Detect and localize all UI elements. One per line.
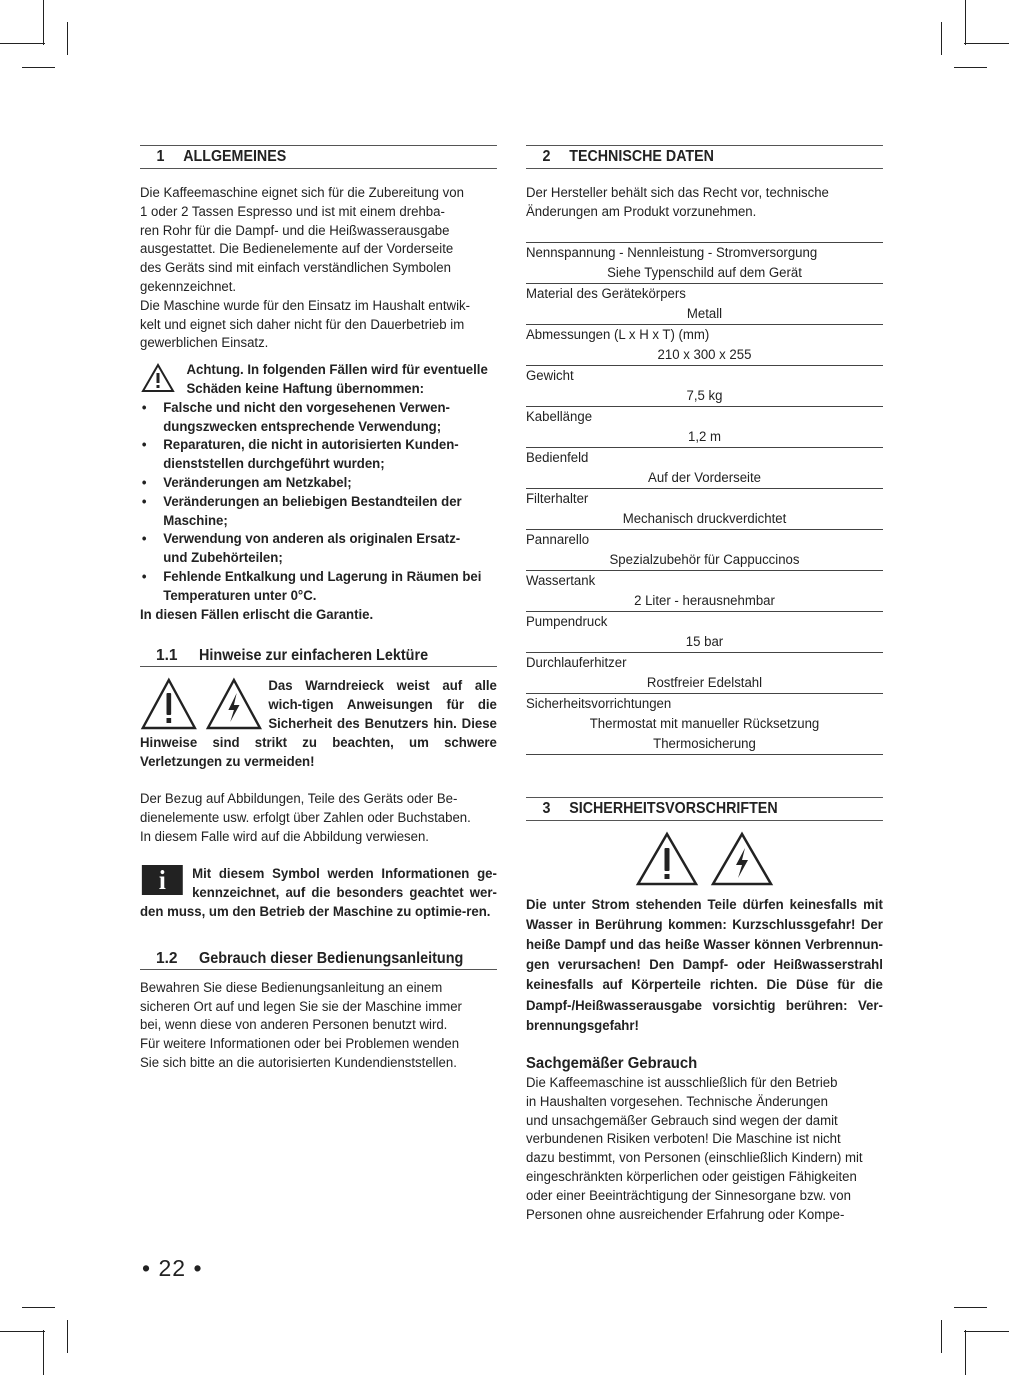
section-number: 1.1 (156, 647, 178, 665)
warning-title: Achtung. In folgenden Fällen wird für eventuelle Schäden keine Haftung übernommen: (186, 362, 488, 397)
list-item: • Reparaturen, die nicht in autorisierten Kunden- dienststellen durchgeführt wurden; (140, 436, 497, 474)
page-number (142, 1255, 203, 1282)
tech-intro-paragraph: Der Hersteller behält sich das Recht vor, technische Änderungen am Produkt vorzunehmen. (526, 185, 829, 220)
section-heading-sicherheitsvorschriften (526, 797, 883, 821)
info-explanation: Mit diesem Symbol werden Informationen ge-kennzeichnet, auf die besonders geachtet wer-den muss, um den Betrieb der Maschine zu optimie-ren. (140, 865, 497, 920)
section-title: SICHERHEITSVORSCHRIFTEN (569, 799, 778, 817)
spec-value: 2 Liter - herausnehmbar (634, 592, 775, 609)
spec-row (526, 612, 883, 653)
usage-heading: Sachgemäßer Gebrauch (526, 1055, 698, 1073)
electric-hazard-icon (710, 831, 774, 887)
spec-label: Sicherheitsvorrichtungen (526, 695, 672, 712)
spec-label: Kabellänge (526, 408, 593, 425)
warning-triangle-explanation: Das Warndreieck weist auf alle wich-tigen Anweisungen für die Sicherheit des Benutzers hin. Diese Hinweise sind strikt zu beachten, um schwere Verletzungen zu vermeiden! (140, 678, 497, 771)
warning-block (140, 361, 497, 399)
section-number: 1 (156, 148, 165, 165)
section-heading-1-2 (140, 949, 497, 970)
spec-label: Pannarello (526, 531, 590, 548)
bullet-left: • (142, 1255, 152, 1281)
section-heading-technische-daten (526, 145, 883, 169)
warning-triangle-icon (140, 677, 198, 731)
manual-usage-paragraph: Bewahren Sie diese Bedienungsanleitung an einem sicheren Ort auf und legen Sie sie der Maschine immer bei, wenn diese von anderen Personen benutzt wird. Für weitere Informationen oder bei Problemen wenden Sie sich bitte an die autorisierten Kundendienststellen. (140, 979, 462, 1071)
spec-label: Material des Gerätekörpers (526, 285, 686, 302)
spec-row (526, 530, 883, 571)
spec-row (526, 489, 883, 530)
spec-row (526, 448, 883, 489)
spec-value: 1,2 m (687, 428, 721, 445)
spec-value: Auf der Vorderseite (648, 469, 761, 486)
safety-icons (526, 831, 883, 889)
spec-label: Filterhalter (526, 490, 589, 507)
spec-label: Bedienfeld (526, 449, 589, 466)
section-number: 2 (542, 148, 551, 165)
list-item: • Veränderungen am Netzkabel; (140, 474, 497, 493)
usage-paragraph: Die Kaffeemaschine ist ausschließlich für den Betrieb in Haushalten vorgesehen. Technische Änderungen und unsachgemäßer Gebrauch sind wegen der damit verbundenen Risiken verboten! Die Maschine ist nicht dazu bestimmt, von Personen (einschließlich Kindern) mit eingeschränkten körperlichen oder geistigen Fähigkeiten oder einer Beeinträchtigung der Sinnesorgane bzw. von Personen ohne ausreichender Erfahrung oder Kompe- (526, 1075, 863, 1223)
spec-row (526, 407, 883, 448)
page-number-value: 22 (158, 1255, 187, 1281)
reference-paragraph: Der Bezug auf Abbildungen, Teile des Geräts oder Be- dienelemente usw. erfolgt über Zahlen oder Buchstaben. In diesem Falle wird auf die Abbildung verwiesen. (140, 791, 471, 845)
spec-row (526, 366, 883, 407)
right-column (526, 145, 883, 1224)
spec-row (526, 325, 883, 366)
spec-value: 15 bar (685, 633, 724, 650)
electric-hazard-icon (205, 677, 263, 731)
spec-value: Mechanisch druckverdichtet (622, 510, 787, 527)
spec-value: 210 x 300 x 255 (657, 346, 752, 363)
spec-value: Spezialzubehör für Cappuccinos (609, 551, 800, 568)
section-title: TECHNISCHE DATEN (569, 148, 714, 165)
spec-value: 7,5 kg (686, 387, 723, 404)
spec-value: Metall (686, 305, 723, 322)
section-title: Hinweise zur einfacheren Lektüre (199, 647, 429, 665)
spec-value-secondary: Thermosicherung (653, 735, 756, 752)
spec-label: Nennspannung - Nennleistung - Stromversorgung (526, 244, 818, 261)
spec-value: Siehe Typenschild auf dem Gerät (607, 264, 802, 281)
safety-warning-paragraph: Die unter Strom stehenden Teile dürfen keinesfalls mit Wasser in Berührung kommen: Kurzschlussgefahr! Der heiße Dampf und das heiße Wasser können Verbrennun-gen verursachen! Den Dampf- oder Heißwasserstrahl keinesfalls auf Körperteile richten. Die Düse für die Dampf-/Heißwasserausgabe vorsichtig berühren: Ver-brennungsgefahr! (526, 896, 883, 1034)
spec-row (526, 243, 883, 284)
spec-value: Rostfreier Edelstahl (646, 674, 763, 691)
info-icon: i (142, 865, 183, 895)
section-heading-1-1 (140, 646, 497, 667)
section-number: 1.2 (156, 949, 178, 967)
section-heading-allgemeines (140, 145, 497, 169)
list-item: • Verwendung von anderen als originalen Ersatz- und Zubehörteilen; (140, 530, 497, 568)
spec-label: Durchlauferhitzer (526, 654, 627, 671)
spec-value: Thermostat mit manueller Rücksetzung (589, 715, 820, 732)
spec-table (526, 242, 883, 755)
warning-triangle-icon (635, 831, 699, 887)
section-title: Gebrauch dieser Bedienungsanleitung (199, 949, 464, 967)
list-item: • Fehlende Entkalkung und Lagerung in Räumen bei Temperaturen unter 0°C. (140, 568, 497, 606)
spec-label: Abmessungen (L x H x T) (mm) (526, 326, 710, 343)
warranty-note: In diesen Fällen erlischt die Garantie. (140, 606, 374, 623)
spec-row (526, 653, 883, 694)
spec-row (526, 694, 883, 755)
list-item: • Falsche und nicht den vorgesehenen Verwen- dungszwecken entsprechende Verwendung; (140, 399, 497, 437)
left-column (140, 145, 497, 1073)
spec-row (526, 571, 883, 612)
list-item: • Veränderungen an beliebigen Bestandteilen der Maschine; (140, 493, 497, 531)
spec-label: Pumpendruck (526, 613, 608, 630)
section-title: ALLGEMEINES (183, 148, 287, 165)
spec-label: Gewicht (526, 367, 574, 384)
section-number: 3 (542, 799, 551, 817)
bullet-right: • (193, 1255, 203, 1281)
spec-row (526, 284, 883, 325)
intro-paragraph: Die Kaffeemaschine eignet sich für die Zubereitung von 1 oder 2 Tassen Espresso und ist mit einem drehba- ren Rohr für die Dampf- und die Heißwasserausgabe ausgestattet. Die Bedienelemente auf der Vorderseite des Geräts sind mit einfach verständlichen Symbolen gekennzeichnet. Die Maschine wurde für den Einsatz im Haushalt entwik- kelt und eignet sich daher nicht für den Dauerbetrieb im gewerblichen Einsatz. (140, 185, 471, 352)
warning-list (140, 399, 497, 606)
spec-label: Wassertank (526, 572, 596, 589)
